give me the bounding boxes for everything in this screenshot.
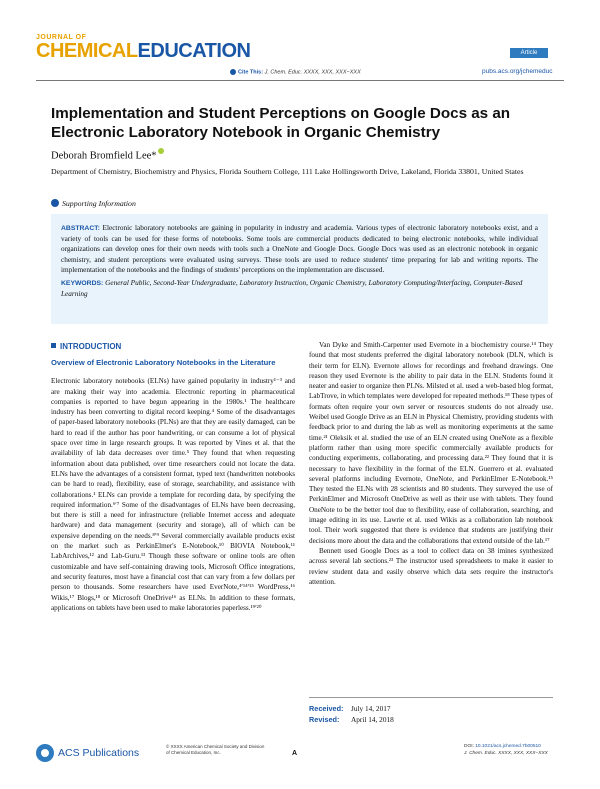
- journal-name-top: JOURNAL OF: [36, 34, 87, 41]
- supporting-info-link[interactable]: Supporting Information: [51, 199, 136, 208]
- subsection-heading: Overview of Electronic Laboratory Notebooks in the Literature: [51, 358, 276, 368]
- paragraph: Van Dyke and Smith-Carpenter used Evernote in a biochemistry course.¹⁴ They found that most students preferred the digital laboratory notebook (DLN, which is their term for ELN). Evernote allows for recordings and freehand drawings. One reason they used Evernote is the ability to pair data in the ELN. Students found it neater and easier to organize then PLNs. Milsted et al. used a web-based blog format, LabTrove, in which templates were developed for repeated methods.¹⁸ These types of formats often require your own server or resources students do not already use. Weibel used Google Drive as an ELN in Physical Chemistry, providing students with feedback prior to and during the lab as well as monitoring experiments at the same time.²¹ Oleksik et al. studied the use of an ELN created using OneNote as a flexible platform rather than using more specific commercially available products for conducting experiments, collaborating, and processing data.²² They found that it is necessary to have flexibility in the format of the ELN. Guerrero et al. evaluated several platforms including Evernote, OneNote, and PerkinElmer E-Notebook.¹⁵ They tested the ELNs with 28 scientists and 80 students. They surveyed the use of PerkinElmer and Microsoft OneDrive as well as their use with tablets. They found OneNote to be the better tool due to flexibility, ease of collaboration, searching, and image editing in its use. Lawrie et al. used Wikis as a collaboration lab notebook tool. Their work suggested that there is evidence that students are justifying their decisions more about the data and the collaborations that extend outside of the lab.¹⁷: [309, 341, 553, 545]
- orcid-icon[interactable]: [158, 148, 164, 154]
- supporting-info-icon: [51, 199, 59, 207]
- left-column: [51, 337, 295, 613]
- article-dates: [309, 703, 553, 725]
- keywords-text: General Public, Second-Year Undergraduate, Laboratory Instruction, Organic Chemistry, Laboratory Computing/Interfacing, Computer-Based Learning: [61, 279, 523, 299]
- right-column: [309, 340, 553, 587]
- author[interactable]: Deborah Bromfield Lee*: [51, 148, 164, 162]
- paragraph: Electronic laboratory notebooks (ELNs) have gained popularity in industry¹⁻³ and are making their way into academia. Electronic reporting in pharmaceutical companies is reported to have begun appearing in the 1980s.¹ The healthcare industry has been converting to digital record keeping.⁴ Some of the disadvantages of paper-based laboratory notebooks (PLNs) are that they are easily damaged, can be hard to read if the author has poor handwriting, or can consume a lot of physical space over time in large research groups. It was reported by Vines et al. that the availability of lab data decreases over time.⁵ They found that when requesting information about data published, over time researchers could not locate the data. ELNs have the advantages of a consistent format, typed text (handwritten notebooks can be hard to read), flexibility, ease of storage, searchability, and assistance with collaborations.¹ ELNs can provide a template for recording data, by specifying the required information.⁶ʹ⁷ Some of the disadvantages of ELNs have been decreasing, but there is still a need for infrastructure (reliable Internet access and adequate hardware) and data management (security and storage), all of which can be expensive depending on the needs.⁸ʹ⁹ Several commercially available products exist on the market such as PerkinElmer's E-Notebook,¹⁰ BIOVIA Notebook,¹¹ LabArchives,¹² and Lab-Guru.¹³ Though these software or online tools are often customizable and have self-containing drawing tools, Microsoft Office integrations, and security features, most have a financial cost that can vary from a few dollars per person to thousands. Some researchers have used EverNote,⁴ʹ¹⁴ʹ¹⁵ WordPress,¹⁶ Wikis,¹⁷ Blogs,¹⁸ or Microsoft OneDrive¹⁶ as ELNs. In addition to these formats, applications on tablets have been used to make laboratories paperless.¹⁹ʹ²⁰: [51, 377, 295, 612]
- section-bullet-icon: [51, 343, 56, 348]
- paragraph: Bennett used Google Docs as a tool to collect data on 38 imines synthesized across several lab sections.²³ The instructor used spreadsheets to make it easier to review student data and easily observe which data sets require the instructor's attention.: [309, 546, 553, 586]
- journal-logo: [36, 34, 251, 62]
- abstract-text: Electronic laboratory notebooks are gaining in popularity in industry and academia. Various types of electronic laboratory notebooks exist, and a variety of tools can be used for these forms of notebooks. Some tools are commercial products dedicated to being electronic notebooks, while individual organizations can develop ones for their own needs with tools such a OneNote and Google Docs. Google Docs was used as an electronic notebook in organic chemistry, and student perceptions were evaluated using surveys. These tools are used to reduce students' time preparing for lab and writing reports. The implementation of the notebooks and the findings of students' perceptions on the implementation are discussed.: [61, 224, 539, 274]
- section-heading: INTRODUCTION: [51, 342, 295, 352]
- doi-info: DOI: 10.1021/acs.jchemed.7b00510 J. Chem. Educ. XXXX, XXX, XXX−XXX: [464, 744, 548, 756]
- dates-divider: [309, 697, 553, 698]
- abstract-label: ABSTRACT:: [61, 225, 100, 232]
- acs-logo-icon: [36, 744, 54, 762]
- doi-link[interactable]: 10.1021/acs.jchemed.7b00510: [475, 744, 541, 749]
- page-footer: [36, 744, 564, 770]
- header-divider: [36, 80, 564, 81]
- article-type-badge: Article: [510, 48, 548, 58]
- page-number: A: [292, 750, 298, 757]
- abstract: [61, 223, 538, 275]
- article-title: Implementation and Student Perceptions on Google Docs as an Electronic Laboratory Notebook in Organic Chemistry: [51, 105, 511, 141]
- abstract-box: [51, 214, 548, 324]
- cite-this[interactable]: Cite This: J. Chem. Educ. XXXX, XXX, XXX−XXX: [230, 69, 361, 75]
- keywords-label: KEYWORDS:: [61, 280, 104, 288]
- received-date: Received: July 14, 2017: [309, 704, 391, 713]
- copyright: © XXXX American Chemical Society and Division of Chemical Education, Inc.: [166, 744, 265, 755]
- acs-publications-logo[interactable]: ACS Publications: [36, 744, 139, 762]
- keywords: [61, 278, 538, 299]
- journal-name-main: CHEMICALEDUCATION: [36, 40, 251, 62]
- cite-icon: [230, 69, 236, 75]
- journal-citation: J. Chem. Educ. XXXX, XXX, XXX−XXX: [464, 750, 548, 756]
- journal-url-link[interactable]: pubs.acs.org/jchemeduc: [482, 68, 553, 75]
- revised-date: Revised: April 14, 2018: [309, 715, 394, 724]
- affiliation: Department of Chemistry, Biochemistry and Physics, Florida Southern College, 111 Lake Hollingsworth Drive, Lakeland, Florida 33801, United States: [51, 167, 524, 176]
